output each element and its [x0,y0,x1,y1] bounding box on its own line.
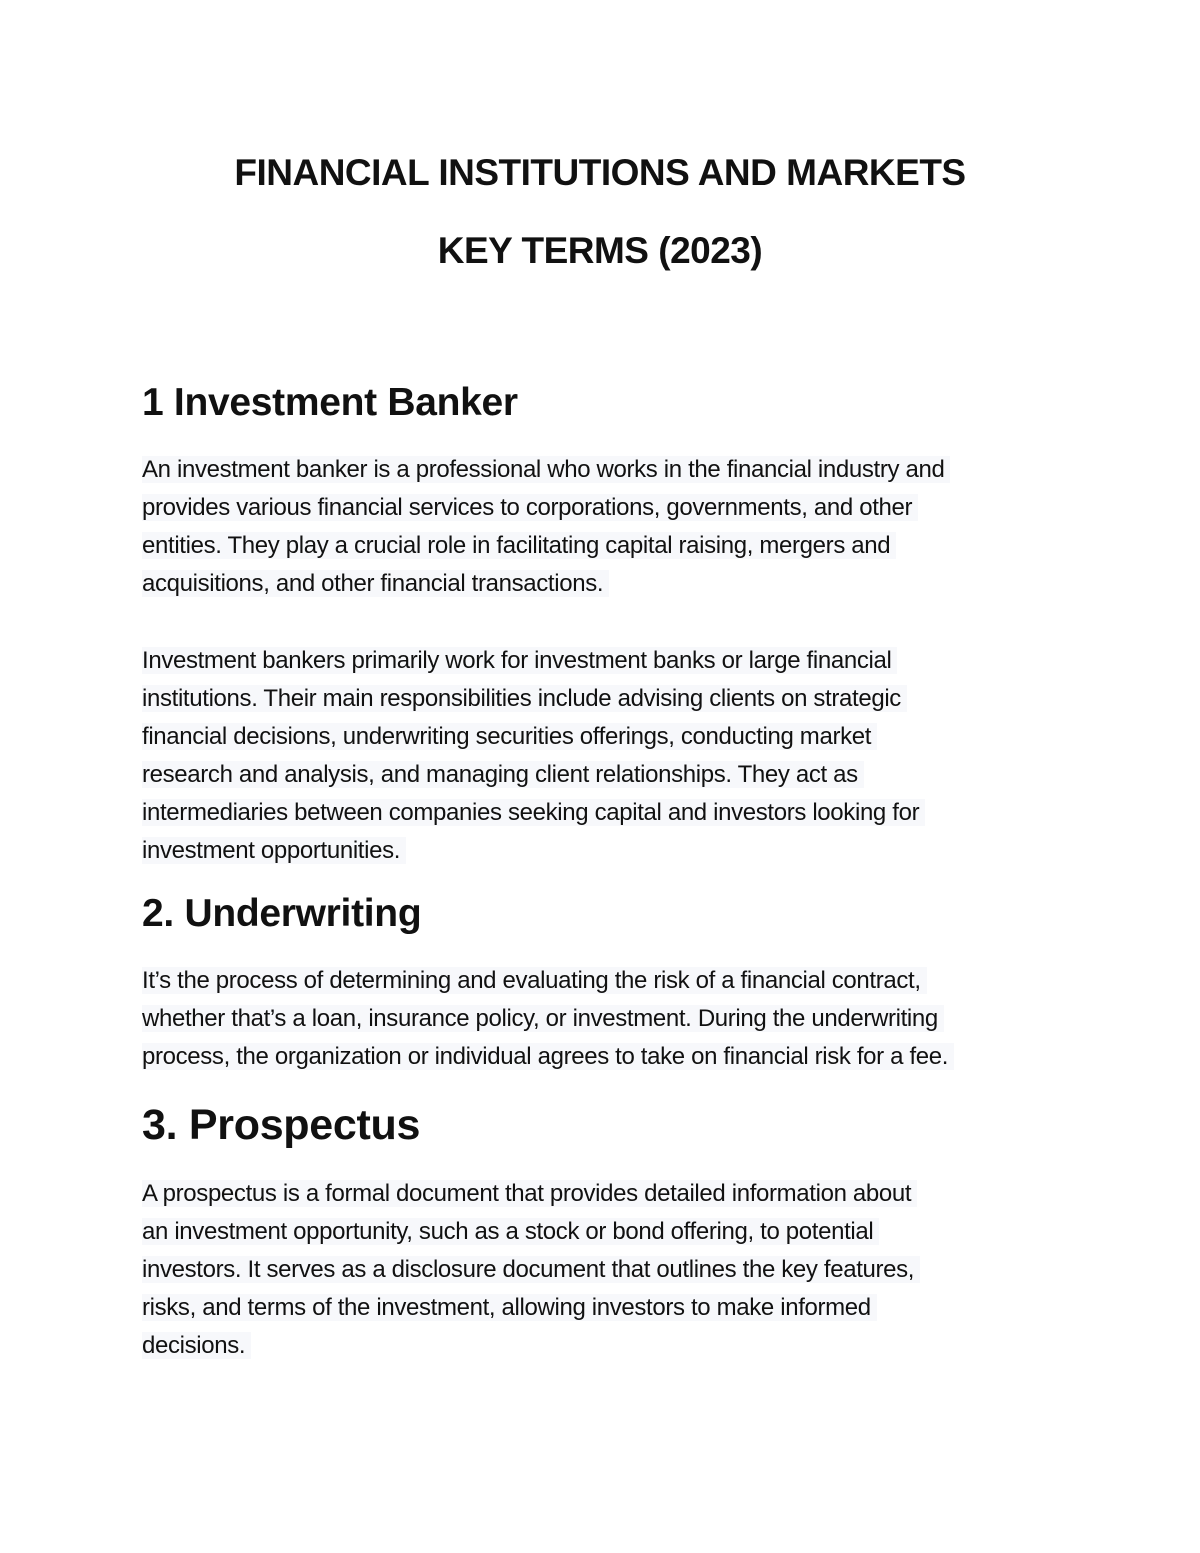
text-line: A prospectus is a formal document that provides detailed information about [142,1175,920,1213]
text-line: process, the organization or individual agrees to take on financial risk for a fee. [142,1038,954,1076]
text-line: Investment bankers primarily work for investment banks or large financial [142,642,925,680]
text-line: investors. It serves as a disclosure document that outlines the key features, [142,1251,920,1289]
text-line: It’s the process of determining and evaluating the risk of a financial contract, [142,962,954,1000]
paragraph-prospectus-definition [142,1175,920,1365]
paragraph-underwriting-definition [142,962,954,1076]
text-line: investment opportunities. [142,832,925,870]
section-heading-underwriting: 2. Underwriting [142,892,422,935]
text-line: institutions. Their main responsibilities include advising clients on strategic [142,680,925,718]
paragraph-investment-banker-responsibilities [142,642,925,870]
text-line: entities. They play a crucial role in facilitating capital raising, mergers and [142,527,950,565]
paragraph-investment-banker-definition [142,451,950,603]
text-line: provides various financial services to corporations, governments, and other [142,489,950,527]
text-line: an investment opportunity, such as a stock or bond offering, to potential [142,1213,920,1251]
text-line: An investment banker is a professional who works in the financial industry and [142,451,950,489]
document-title: FINANCIAL INSTITUTIONS AND MARKETS [234,152,966,193]
text-line: intermediaries between companies seeking capital and investors looking for [142,794,925,832]
text-line: financial decisions, underwriting securities offerings, conducting market [142,718,925,756]
text-line: decisions. [142,1327,920,1365]
text-line: acquisitions, and other financial transactions. [142,565,950,603]
text-line: risks, and terms of the investment, allowing investors to make informed [142,1289,920,1327]
text-line: research and analysis, and managing client relationships. They act as [142,756,925,794]
section-heading-investment-banker: 1 Investment Banker [142,381,518,424]
section-heading-prospectus: 3. Prospectus [142,1101,421,1149]
text-line: whether that’s a loan, insurance policy, or investment. During the underwriting [142,1000,954,1038]
document-subtitle: KEY TERMS (2023) [437,230,763,271]
